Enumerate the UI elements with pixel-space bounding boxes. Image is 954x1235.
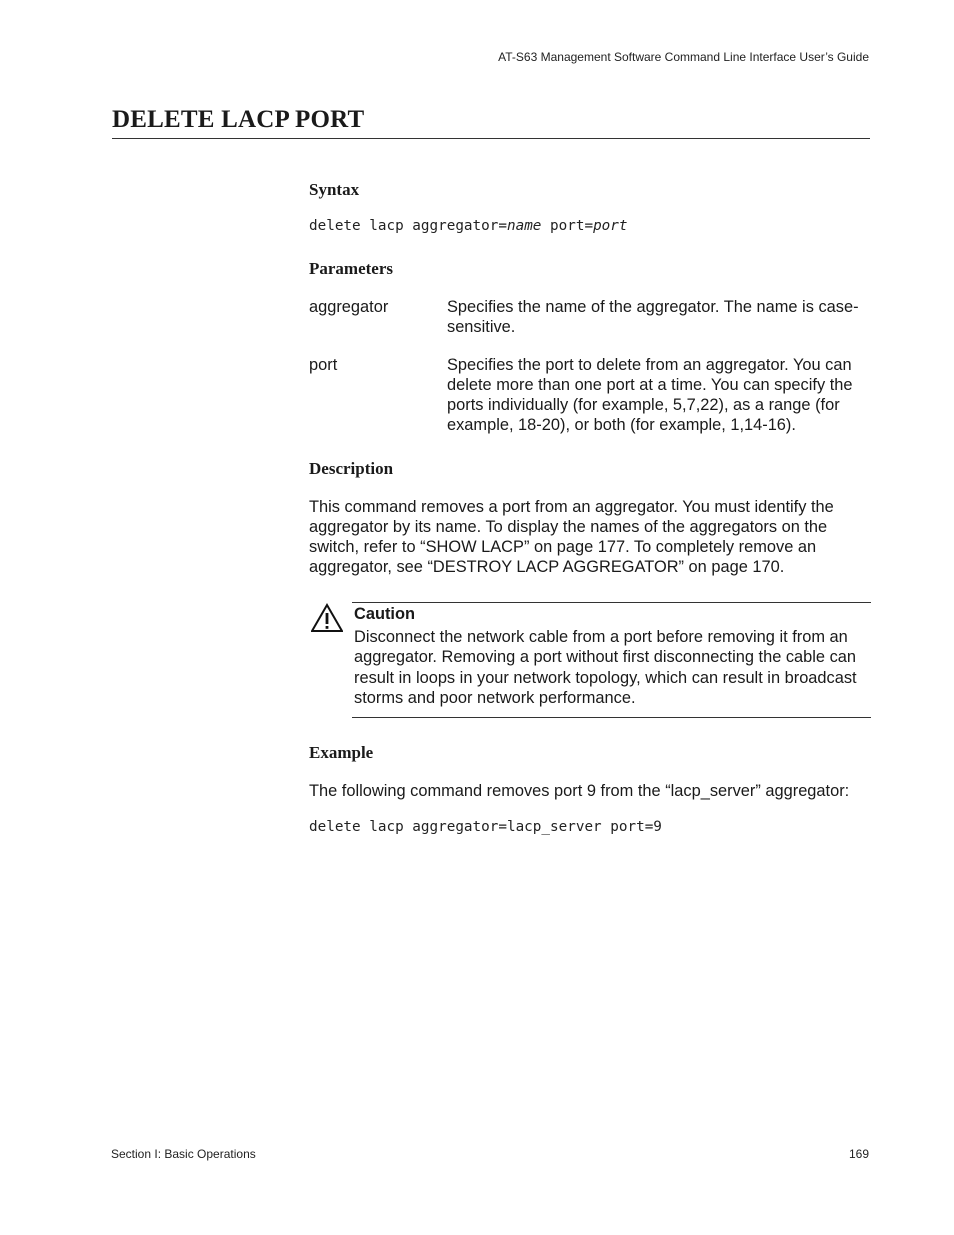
param-name: aggregator (309, 298, 389, 316)
syntax-cmd-arg-name: name (506, 218, 542, 234)
example-command: delete lacp aggregator=lacp_server port=9 (309, 819, 662, 835)
caution-bottom-rule (352, 717, 871, 718)
syntax-cmd-arg-port: port (593, 218, 628, 234)
caution-text: Disconnect the network cable from a port before removing it from an aggregator. Removing a port without first disconnecting the cable can result in loops in your network topology, which can result in broadcast storms and poor network performance. (354, 628, 857, 707)
syntax-command (309, 218, 628, 234)
footer-page-number: 169 (848, 1147, 869, 1161)
description-heading: Description (309, 459, 394, 478)
warning-triangle-icon (311, 603, 343, 633)
param-description: Specifies the port to delete from an aggregator. You can delete more than one port at a time. You can specify the ports individually (for example, 5,7,22), as a range (for example, 18-20), or both (for example, 1,14-16). (447, 356, 853, 434)
caution-box (309, 602, 871, 718)
syntax-cmd-prefix: delete lacp aggregator= (309, 218, 507, 234)
param-name: port (309, 356, 338, 374)
description-text: This command removes a port from an aggregator. You must identify the aggregator by its name. To display the names of the aggregators on the switch, refer to “SHOW LACP” on page 177. To completely remove an aggregator, see “DESTROY LACP AGGREGATOR” on page 170. (309, 498, 834, 576)
param-description: Specifies the name of the aggregator. The name is case-sensitive. (447, 298, 859, 336)
page-title: DELETE LACP PORT (112, 106, 870, 139)
example-text: The following command removes port 9 from the “lacp_server” aggregator: (309, 782, 850, 800)
caution-title: Caution (354, 605, 416, 623)
running-header: AT-S63 Management Software Command Line Interface User’s Guide (498, 50, 869, 64)
parameters-heading: Parameters (309, 259, 394, 278)
caution-top-rule (352, 602, 871, 603)
footer-section: Section I: Basic Operations (111, 1147, 256, 1161)
example-heading: Example (309, 743, 374, 762)
syntax-cmd-mid: port= (541, 218, 594, 234)
syntax-heading: Syntax (309, 180, 360, 199)
